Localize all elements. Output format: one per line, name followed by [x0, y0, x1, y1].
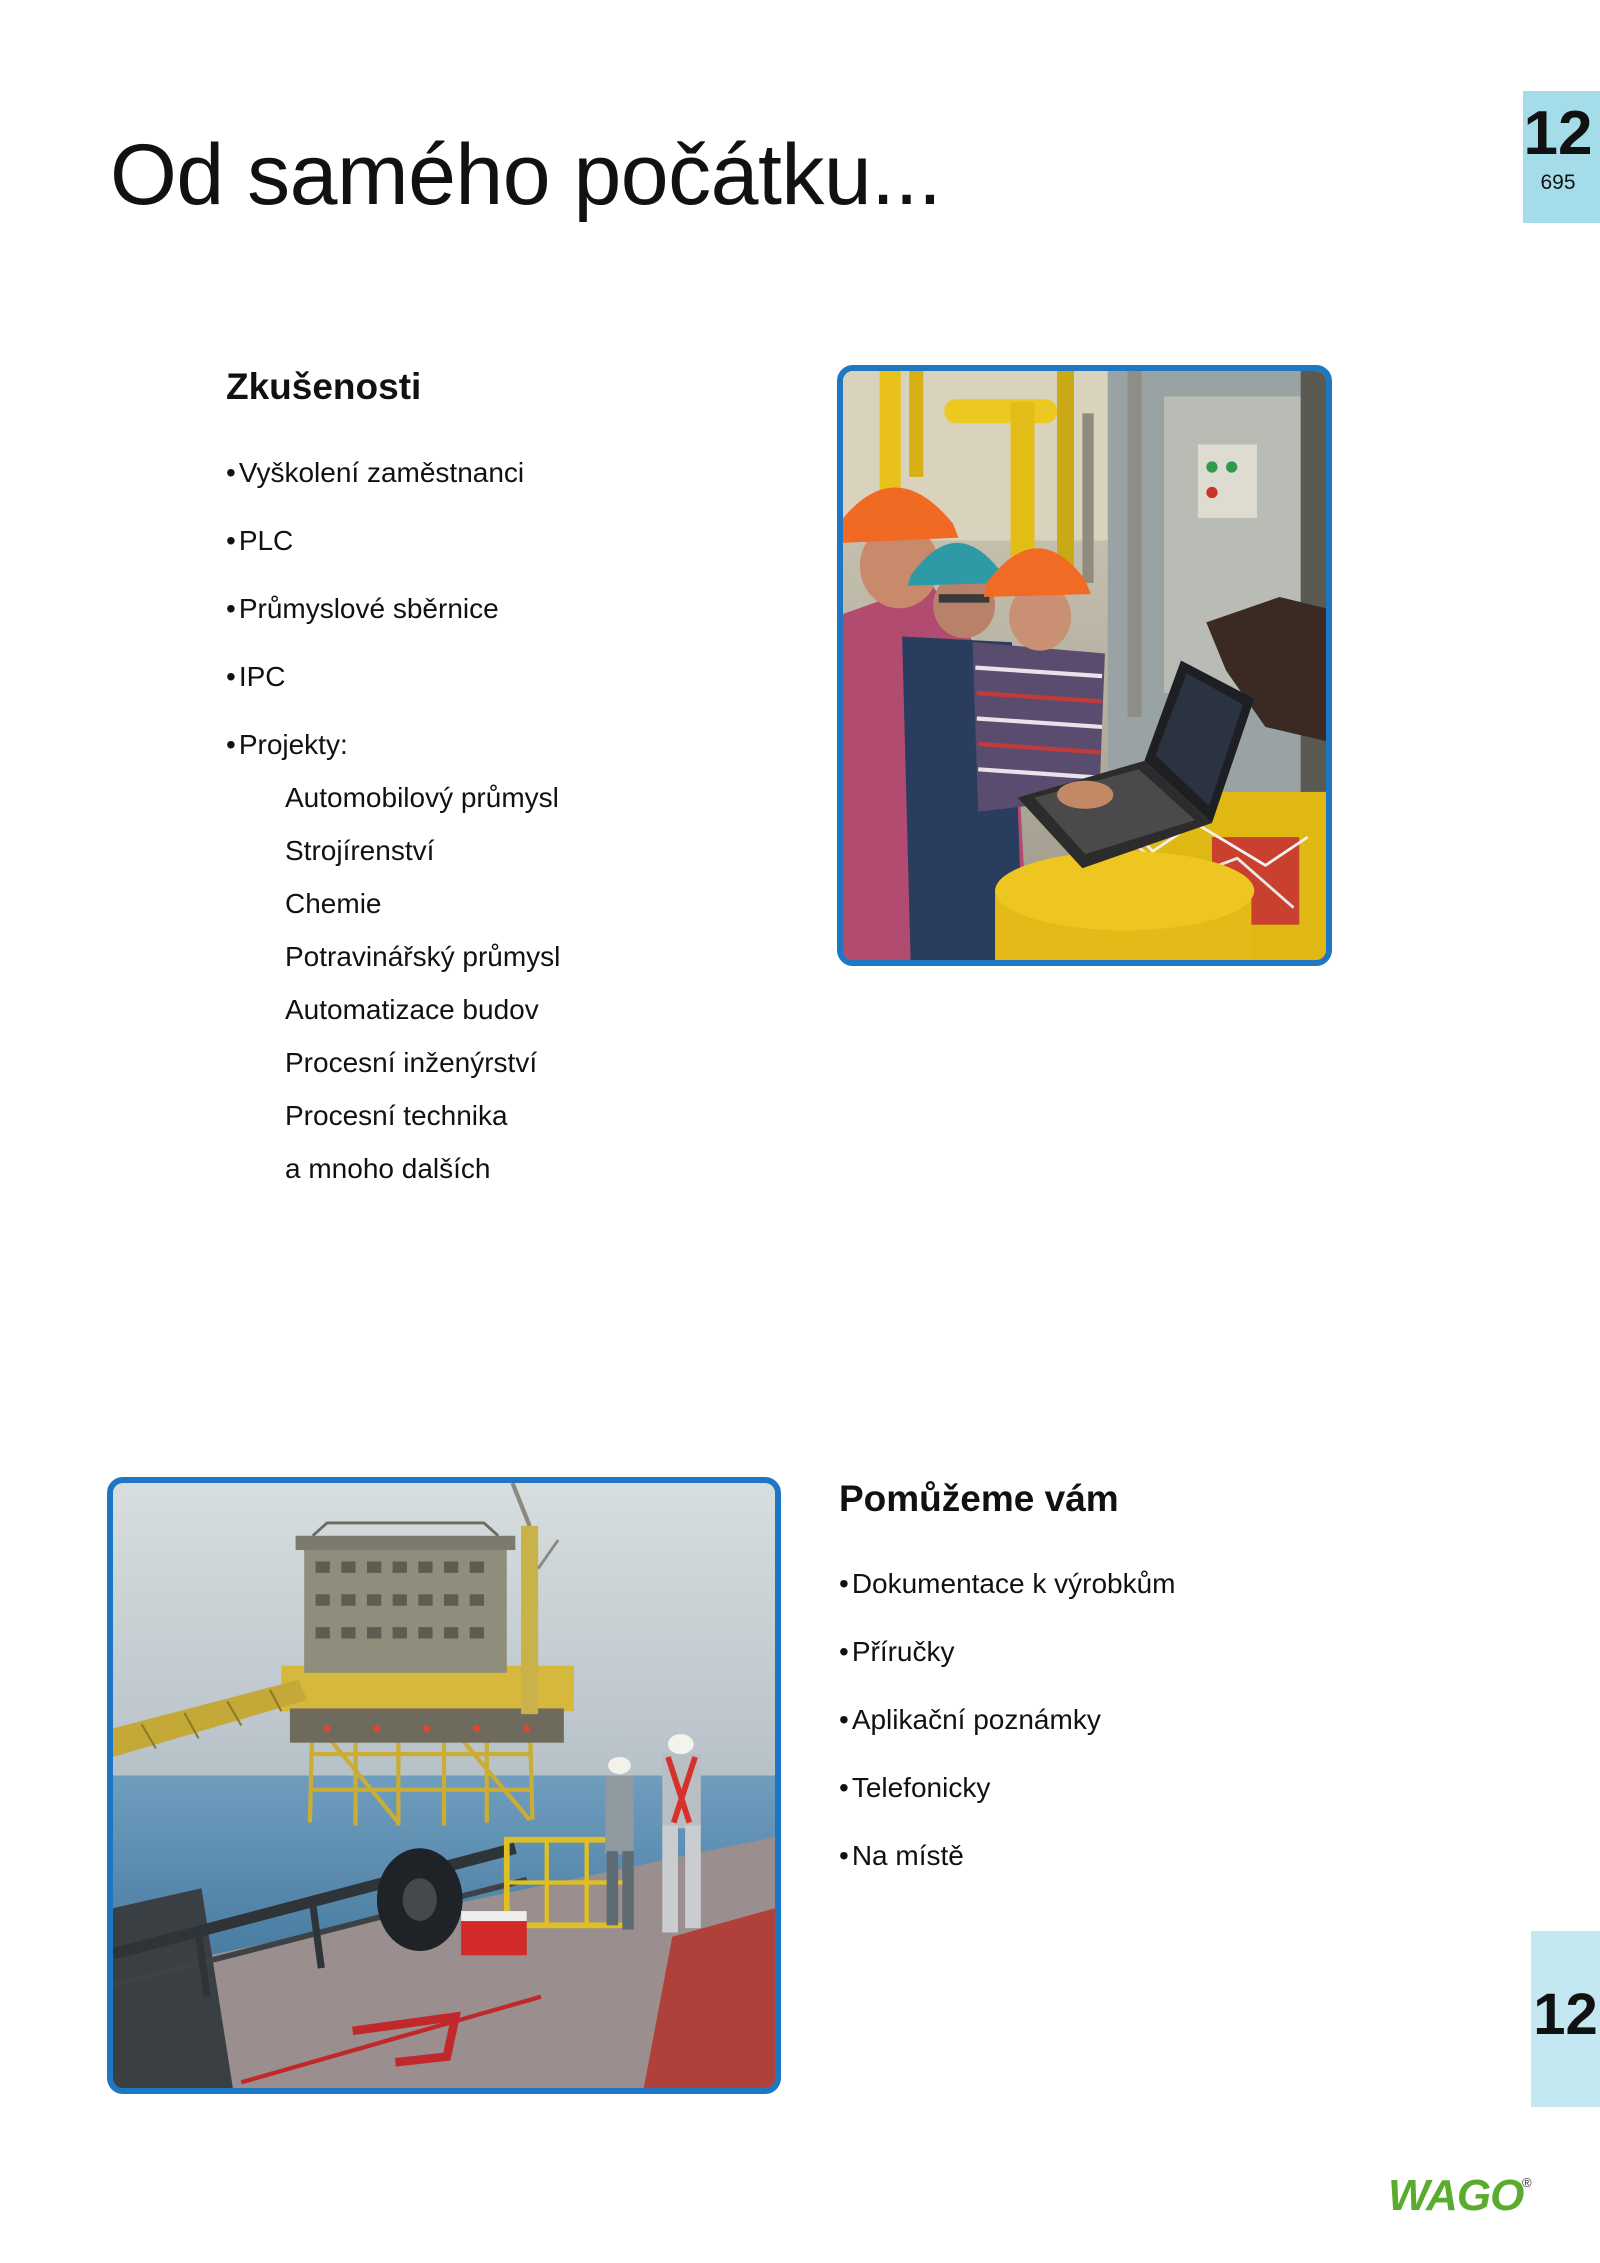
list-item-label: Telefonicky — [851, 1772, 991, 1803]
project-item: Automatizace budov — [285, 994, 539, 1025]
list-item — [226, 439, 524, 507]
list-item-label: Příručky — [851, 1636, 955, 1667]
page-title: Od samého počátku... — [110, 127, 942, 223]
list-item-label: Projekty: — [238, 729, 348, 760]
list-item — [226, 507, 524, 575]
photo-engineers-laptop — [837, 365, 1332, 966]
list-item — [839, 1822, 1176, 1890]
photo-offshore-platform-image — [113, 1483, 775, 2088]
bullet: • — [839, 1568, 849, 1599]
yellow-equipment — [995, 851, 1254, 960]
list-item — [226, 643, 524, 711]
list-item-label: Průmyslové sběrnice — [238, 593, 499, 624]
list-item-label: IPC — [238, 661, 286, 692]
list-item — [839, 1618, 1176, 1686]
project-item: Potravinářský průmysl — [285, 941, 561, 972]
bullet: • — [839, 1840, 849, 1871]
chapter-number: 12 — [1523, 99, 1593, 168]
project-item: a mnoho dalších — [285, 1153, 491, 1184]
experience-heading: Zkušenosti — [226, 366, 422, 407]
hard-hat — [608, 1757, 631, 1774]
list-item-label: Dokumentace k výrobkům — [851, 1568, 1176, 1599]
list-item — [839, 1754, 1176, 1822]
project-item: Strojírenství — [285, 835, 435, 866]
bullet: • — [226, 729, 236, 760]
project-item: Procesní technika — [285, 1100, 508, 1131]
bullet: • — [839, 1704, 849, 1735]
hard-hat — [668, 1734, 694, 1754]
chapter-tab — [1523, 91, 1600, 223]
project-item: Chemie — [285, 888, 382, 919]
registered-mark: ® — [1522, 2175, 1532, 2190]
experience-list — [226, 439, 524, 779]
side-chapter-tab — [1531, 1931, 1600, 2107]
photo-engineers-laptop-image — [843, 371, 1326, 960]
page-number: 695 — [1540, 171, 1576, 194]
bullet: • — [839, 1636, 849, 1667]
help-heading: Pomůžeme vám — [839, 1478, 1119, 1519]
photo-offshore-platform — [107, 1477, 781, 2094]
list-item-label: Aplikační poznámky — [851, 1704, 1101, 1735]
list-item-label: PLC — [238, 525, 294, 556]
bullet: • — [226, 593, 236, 624]
list-item-label: Na místě — [851, 1840, 964, 1871]
bullet: • — [226, 661, 236, 692]
list-item — [839, 1686, 1176, 1754]
bullet: • — [839, 1772, 849, 1803]
projects-list — [285, 771, 560, 1195]
help-list — [839, 1550, 1176, 1890]
list-item — [226, 575, 524, 643]
list-item-label: Vyškolení zaměstnanci — [238, 457, 525, 488]
worker-right — [973, 548, 1105, 811]
bullet: • — [226, 457, 236, 488]
side-chapter-number: 12 — [1533, 1982, 1598, 2047]
bullet: • — [226, 525, 236, 556]
project-item: Automobilový průmysl — [285, 782, 559, 813]
list-item — [226, 711, 524, 779]
list-item — [839, 1550, 1176, 1618]
project-item: Procesní inženýrství — [285, 1047, 538, 1078]
wago-logo: WAGO — [1388, 2171, 1524, 2220]
